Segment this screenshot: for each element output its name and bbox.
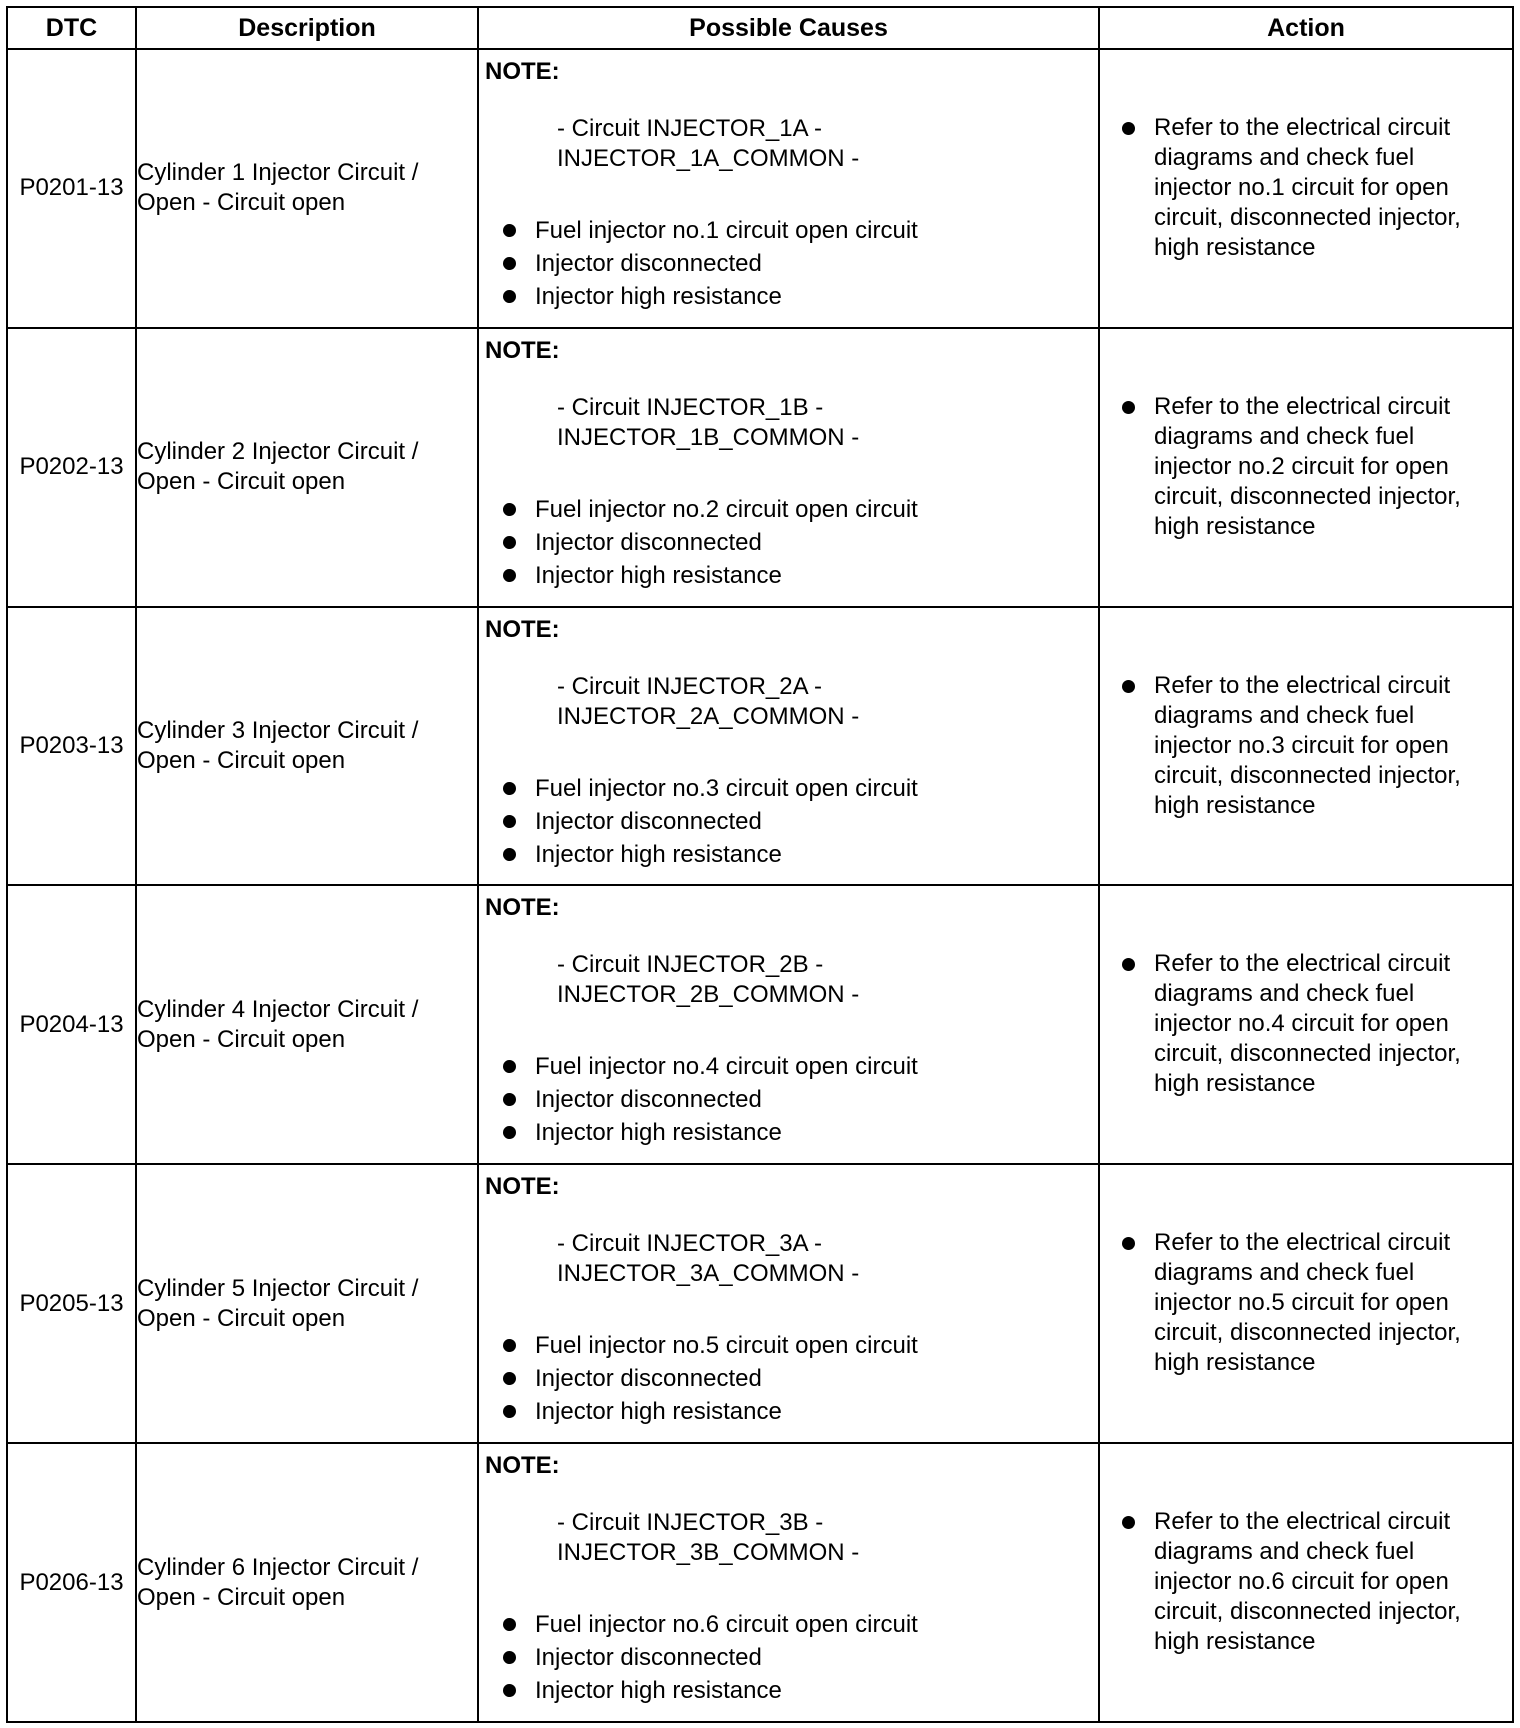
action-cell	[1099, 885, 1513, 1164]
table-row	[7, 607, 1513, 886]
circuit-note	[557, 950, 1098, 1010]
dtc-code: P0202-13	[7, 328, 136, 607]
dtc-code: P0201-13	[7, 49, 136, 328]
cause-item: Fuel injector no.3 circuit open circuit	[503, 772, 1098, 805]
possible-causes-cell	[478, 49, 1099, 328]
circuit-note	[557, 672, 1098, 732]
dtc-code: P0203-13	[7, 607, 136, 886]
circuit-line: INJECTOR_1B_COMMON -	[557, 423, 860, 451]
action-cell	[1099, 1443, 1513, 1722]
possible-causes-cell	[478, 328, 1099, 607]
circuit-line: INJECTOR_2B_COMMON -	[557, 981, 860, 1009]
cause-item: Injector high resistance	[503, 838, 1098, 871]
cause-item: Injector disconnected	[503, 805, 1098, 838]
table-row	[7, 1443, 1513, 1722]
possible-causes-cell	[478, 1443, 1099, 1722]
action-item: Refer to the electrical circuit diagrams and check fuel injector no.4 circuit for open circuit, disconnected injector, high resistance	[1122, 949, 1512, 1099]
action-cell	[1099, 607, 1513, 886]
action-cell	[1099, 328, 1513, 607]
note-label: NOTE:	[485, 894, 560, 922]
causes-list	[503, 1329, 1098, 1428]
circuit-line: INJECTOR_3A_COMMON -	[557, 1260, 860, 1288]
cause-item: Injector disconnected	[503, 1362, 1098, 1395]
circuit-line: INJECTOR_3B_COMMON -	[557, 1539, 860, 1567]
circuit-note	[557, 1229, 1098, 1289]
cause-item: Injector disconnected	[503, 1641, 1098, 1674]
circuit-note	[557, 114, 1098, 174]
possible-causes-cell	[478, 1164, 1099, 1443]
note-label: NOTE:	[485, 336, 560, 364]
cause-item: Injector high resistance	[503, 559, 1098, 592]
description-cell: Cylinder 1 Injector Circuit / Open - Circuit open	[136, 49, 478, 328]
action-item: Refer to the electrical circuit diagrams and check fuel injector no.6 circuit for open circuit, disconnected injector, high resistance	[1122, 1507, 1512, 1657]
causes-list	[503, 1608, 1098, 1707]
note-label: NOTE:	[485, 58, 560, 85]
circuit-line: INJECTOR_2A_COMMON -	[557, 702, 860, 730]
circuit-note	[557, 1508, 1098, 1568]
description-cell: Cylinder 2 Injector Circuit / Open - Circuit open	[136, 328, 478, 607]
action-item: Refer to the electrical circuit diagrams and check fuel injector no.2 circuit for open circuit, disconnected injector, high resistance	[1122, 392, 1512, 542]
header-row	[7, 7, 1513, 49]
causes-list	[503, 772, 1098, 871]
circuit-line: - Circuit INJECTOR_3A -	[557, 1230, 822, 1258]
action-cell	[1099, 49, 1513, 328]
action-cell	[1099, 1164, 1513, 1443]
dtc-table	[6, 6, 1514, 1723]
description-cell: Cylinder 5 Injector Circuit / Open - Circuit open	[136, 1164, 478, 1443]
header-action: Action	[1099, 7, 1513, 49]
circuit-line: - Circuit INJECTOR_1B -	[557, 393, 824, 421]
circuit-line: - Circuit INJECTOR_2B -	[557, 951, 824, 979]
description-cell: Cylinder 3 Injector Circuit / Open - Circuit open	[136, 607, 478, 886]
circuit-line: - Circuit INJECTOR_2A -	[557, 672, 822, 700]
causes-list	[503, 1050, 1098, 1149]
cause-item: Injector disconnected	[503, 526, 1098, 559]
cause-item: Injector high resistance	[503, 1395, 1098, 1428]
cause-item: Injector disconnected	[503, 247, 1098, 280]
circuit-note	[557, 393, 1098, 453]
possible-causes-cell	[478, 607, 1099, 886]
cause-item: Fuel injector no.5 circuit open circuit	[503, 1329, 1098, 1362]
action-item: Refer to the electrical circuit diagrams and check fuel injector no.3 circuit for open circuit, disconnected injector, high resistance	[1122, 671, 1512, 821]
note-label: NOTE:	[485, 1452, 560, 1480]
cause-item: Fuel injector no.2 circuit open circuit	[503, 493, 1098, 526]
note-label: NOTE:	[485, 1173, 560, 1201]
possible-causes-cell	[478, 885, 1099, 1164]
dtc-code: P0206-13	[7, 1443, 136, 1722]
causes-list	[503, 493, 1098, 592]
cause-item: Fuel injector no.1 circuit open circuit	[503, 214, 1098, 247]
action-item: Refer to the electrical circuit diagrams and check fuel injector no.1 circuit for open circuit, disconnected injector, high resistance	[1122, 113, 1512, 263]
action-item: Refer to the electrical circuit diagrams and check fuel injector no.5 circuit for open circuit, disconnected injector, high resistance	[1122, 1228, 1512, 1378]
header-description: Description	[136, 7, 478, 49]
table-row	[7, 328, 1513, 607]
description-cell: Cylinder 6 Injector Circuit / Open - Circuit open	[136, 1443, 478, 1722]
cause-item: Injector high resistance	[503, 1674, 1098, 1707]
header-possible-causes: Possible Causes	[478, 7, 1099, 49]
cause-item: Injector high resistance	[503, 280, 1098, 313]
circuit-line: INJECTOR_1A_COMMON -	[557, 145, 860, 172]
circuit-line: - Circuit INJECTOR_1A -	[557, 115, 822, 142]
table-row	[7, 885, 1513, 1164]
cause-item: Fuel injector no.4 circuit open circuit	[503, 1050, 1098, 1083]
note-label: NOTE:	[485, 615, 560, 643]
cause-item: Injector high resistance	[503, 1116, 1098, 1149]
causes-list	[503, 214, 1098, 313]
table-row	[7, 49, 1513, 328]
cause-item: Fuel injector no.6 circuit open circuit	[503, 1608, 1098, 1641]
table-row	[7, 1164, 1513, 1443]
circuit-line: - Circuit INJECTOR_3B -	[557, 1509, 824, 1537]
cause-item: Injector disconnected	[503, 1083, 1098, 1116]
dtc-code: P0204-13	[7, 885, 136, 1164]
dtc-code: P0205-13	[7, 1164, 136, 1443]
header-dtc: DTC	[7, 7, 136, 49]
description-cell: Cylinder 4 Injector Circuit / Open - Circuit open	[136, 885, 478, 1164]
